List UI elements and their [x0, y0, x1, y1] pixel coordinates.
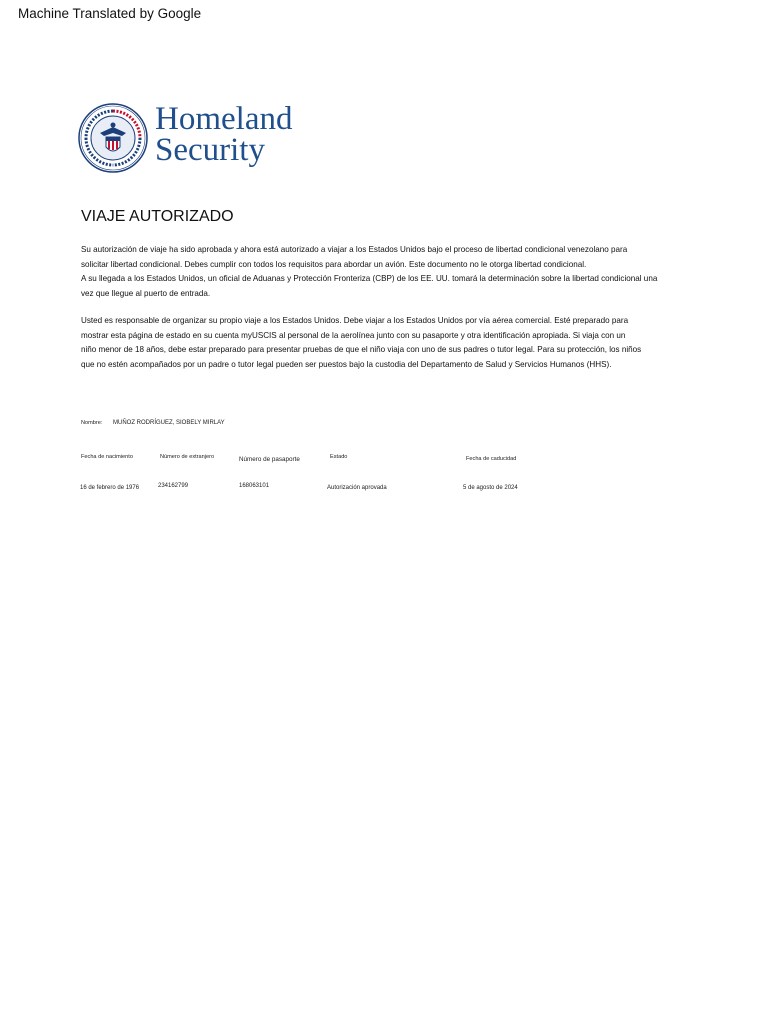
- dob-label: Fecha de nacimiento: [81, 454, 133, 460]
- paragraph-line: vez que llegue al puerto de entrada.: [81, 288, 211, 298]
- brand-line-2: Security: [155, 132, 265, 168]
- authorization-paragraph: [81, 243, 681, 301]
- brand-line-1: Homeland: [155, 101, 293, 137]
- paragraph-line: niño menor de 18 años, debe estar preparado para presentar pruebas de que el niño viaja con uno de sus padres o tutor legal. Para su protección, los niños: [81, 345, 642, 354]
- name-label: Nombre:: [81, 420, 103, 426]
- page-title: VIAJE AUTORIZADO: [81, 208, 234, 225]
- paragraph-line: mostrar esta página de estado en su cuenta myUSCIS al personal de la aerolínea junto con su pasaporte y otra identificación apropiada. Si viaja con un: [81, 330, 626, 340]
- dhs-seal-icon: [78, 103, 148, 173]
- alien-number-label: Número de extranjero: [160, 454, 215, 460]
- paragraph-line: A su llegada a los Estados Unidos, un oficial de Aduanas y Protección Fronteriza (CBP) de los EE. UU. tomará la determinación sobre la libertad condicional una: [81, 274, 658, 283]
- machine-translated-banner: Machine Translated by Google: [18, 6, 202, 21]
- status-value: Autorización aprovada: [327, 485, 387, 491]
- dob-value: 16 de febrero de 1976: [80, 485, 140, 491]
- expiry-date-value: 5 de agosto de 2024: [463, 485, 518, 491]
- travel-responsibility-paragraph: [81, 314, 681, 372]
- expiry-date-label: Fecha de caducidad: [466, 456, 517, 462]
- paragraph-line: solicitar libertad condicional. Debes cumplir con todos los requisitos para abordar un avión. Este documento no le otorga libertad condicional.: [81, 259, 587, 269]
- homeland-security-wordmark: [155, 101, 293, 168]
- paragraph-line: Su autorización de viaje ha sido aprobada y ahora está autorizado a viajar a los Estados Unidos bajo el proceso de libertad condicional venezolano para: [81, 245, 628, 254]
- paragraph-line: que no estén acompañados por un padre o tutor legal pueden ser puestos bajo la custodia del Departamento de Salud y Servicios Humanos (HHS).: [81, 359, 612, 369]
- paragraph-line: Usted es responsable de organizar su propio viaje a los Estados Unidos. Debe viajar a los Estados Unidos por vía aérea comercial. Esté preparado para: [81, 316, 629, 325]
- alien-number-value: 234162799: [158, 483, 189, 489]
- status-label: Estado: [330, 454, 348, 460]
- name-value: MUÑOZ RODRÍGUEZ, SIOBELY MIRLAY: [113, 420, 225, 426]
- passport-number-label: Número de pasaporte: [239, 456, 300, 463]
- passport-number-value: 168063101: [239, 483, 270, 489]
